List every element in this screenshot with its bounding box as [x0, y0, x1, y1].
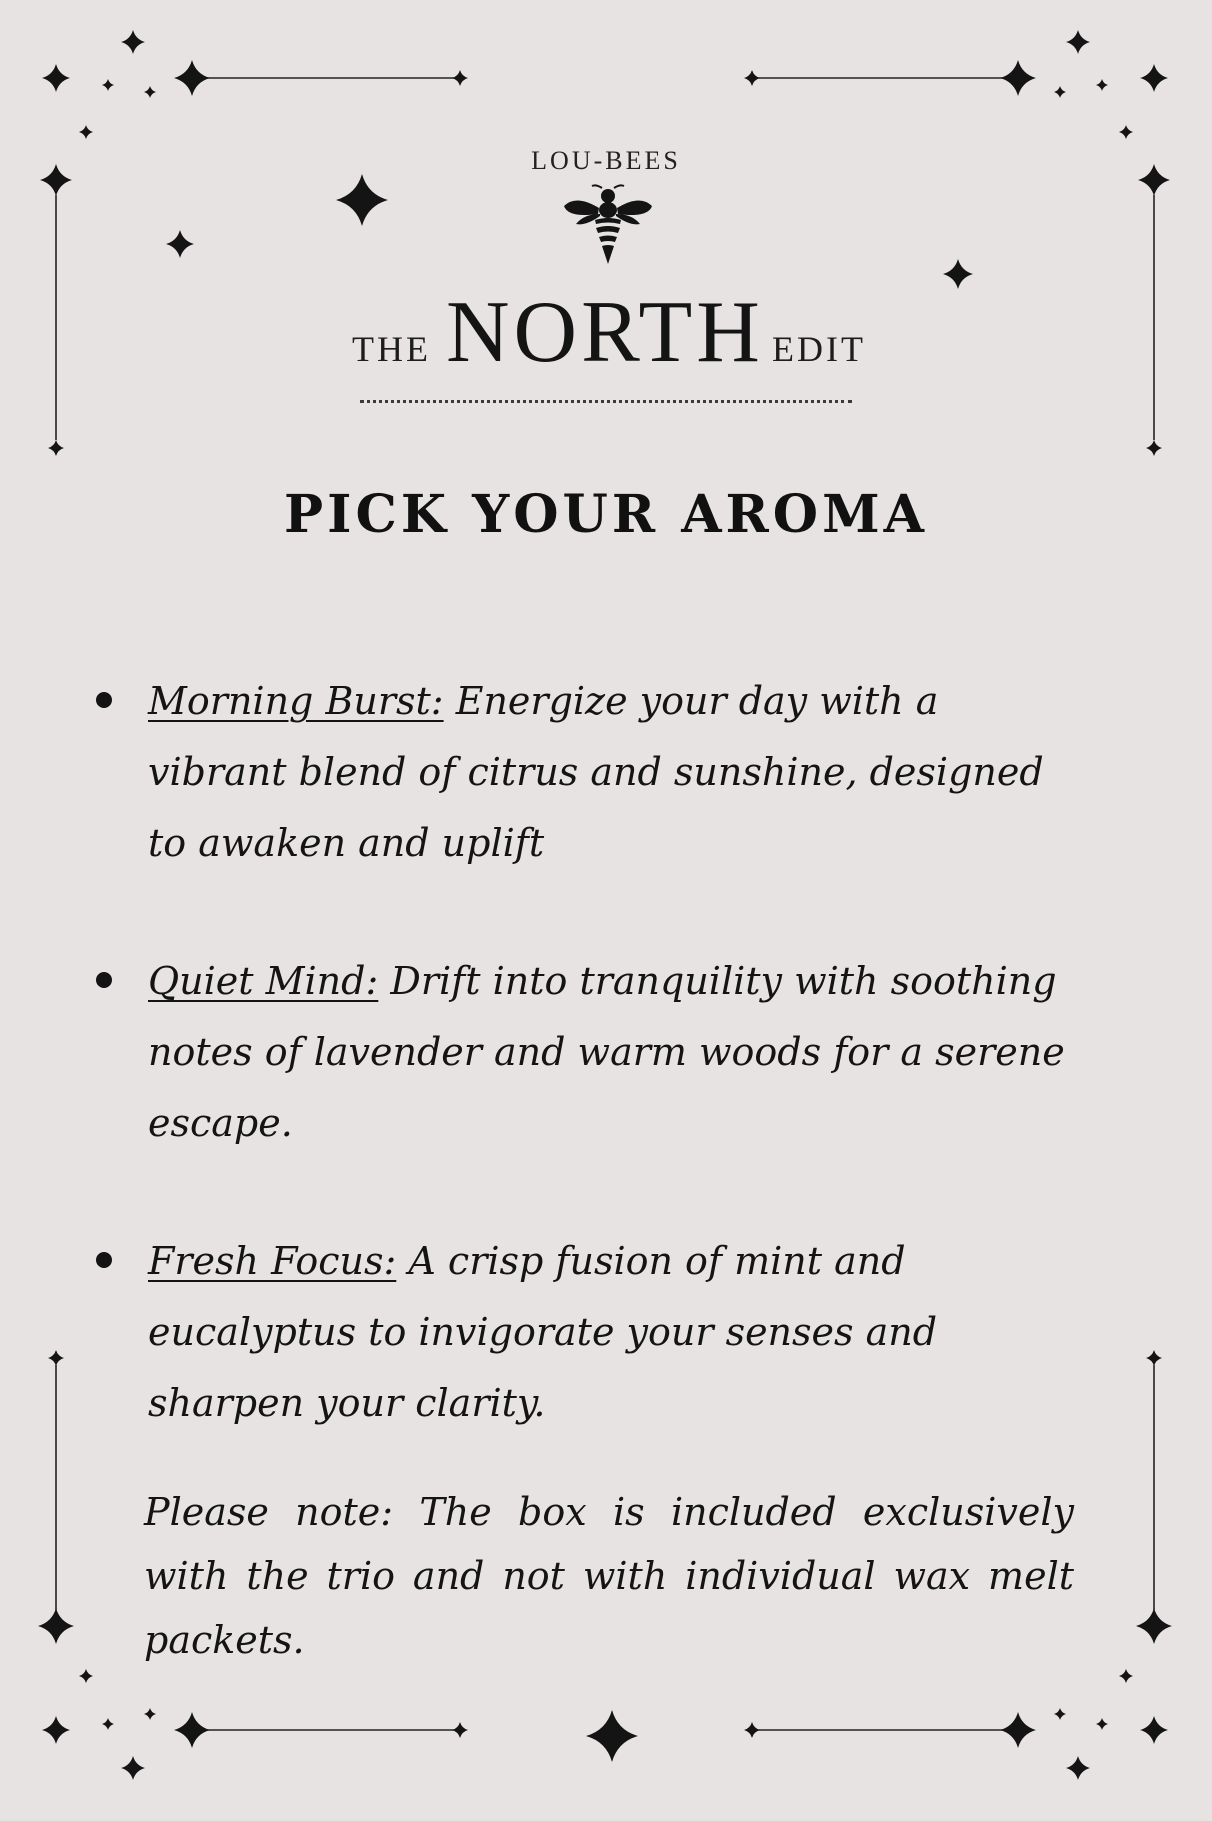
brand-name: LOU-BEES — [531, 146, 681, 175]
bee-icon — [562, 184, 654, 268]
dotted-divider — [360, 400, 852, 403]
aroma-item-fresh-focus — [148, 1226, 1088, 1439]
sparkle-star-icon — [79, 125, 93, 139]
sparkle-star-icon — [174, 1712, 210, 1748]
sparkle-star-icon — [586, 1710, 638, 1762]
sparkle-star-icon — [174, 60, 210, 96]
sparkle-star-icon — [38, 1608, 74, 1644]
sparkle-star-icon — [48, 1350, 64, 1366]
sparkle-star-icon — [121, 30, 145, 54]
sparkle-star-icon — [1146, 440, 1162, 456]
aroma-description: Drift into tranquility with soothing notes of lavender and warm woods for a serene escape. — [148, 959, 1065, 1145]
sparkle-star-icon — [452, 70, 468, 86]
collection-title — [0, 284, 1212, 400]
sparkle-star-icon — [102, 1718, 114, 1730]
page-heading: PICK YOUR AROMA — [284, 484, 928, 545]
sparkle-star-icon — [42, 64, 70, 92]
sparkle-star-icon — [144, 86, 156, 98]
box-note: Please note: The box is included exclusively with the trio and not with individual wax melt packets. — [144, 1490, 1074, 1662]
sparkle-star-icon — [1096, 79, 1108, 91]
sparkle-star-icon — [1096, 1718, 1108, 1730]
aroma-description: Energize your day with a vibrant blend of citrus and sunshine, designed to awaken and uplift — [148, 679, 1044, 865]
sparkle-star-icon — [1146, 1350, 1162, 1366]
sparkle-star-icon — [1066, 30, 1090, 54]
sparkle-star-icon — [166, 230, 194, 258]
sparkle-star-icon — [1119, 125, 1133, 139]
sparkle-star-icon — [744, 70, 760, 86]
title-main: NORTH — [446, 284, 764, 381]
sparkle-star-icon — [1066, 1756, 1090, 1780]
sparkle-star-icon — [1119, 1669, 1133, 1683]
sparkle-star-icon — [1054, 1708, 1066, 1720]
bullet-icon — [96, 972, 112, 988]
bullet-icon — [96, 692, 112, 708]
sparkle-star-icon — [1000, 1712, 1036, 1748]
title-suffix: EDIT — [772, 329, 866, 369]
sparkle-star-icon — [1054, 86, 1066, 98]
aroma-item-quiet-mind — [148, 946, 1088, 1159]
sparkle-star-icon — [102, 79, 114, 91]
sparkle-star-icon — [1140, 64, 1168, 92]
sparkle-star-icon — [1000, 60, 1036, 96]
sparkle-star-icon — [144, 1708, 156, 1720]
sparkle-star-icon — [42, 1716, 70, 1744]
title-prefix: THE — [352, 329, 431, 369]
aroma-name: Fresh Focus: — [148, 1239, 397, 1283]
sparkle-star-icon — [1140, 1716, 1168, 1744]
sparkle-star-icon — [48, 440, 64, 456]
sparkle-star-icon — [79, 1669, 93, 1683]
bullet-icon — [96, 1252, 112, 1268]
aroma-item-morning-burst — [148, 666, 1088, 879]
sparkle-star-icon — [336, 174, 388, 226]
sparkle-star-icon — [744, 1722, 760, 1738]
sparkle-star-icon — [121, 1756, 145, 1780]
aroma-description: A crisp fusion of mint and eucalyptus to invigorate your senses and sharpen your clarity. — [148, 1239, 938, 1425]
sparkle-star-icon — [452, 1722, 468, 1738]
sparkle-star-icon — [1136, 1608, 1172, 1644]
aroma-name: Morning Burst: — [148, 679, 444, 723]
sparkle-star-icon — [943, 259, 973, 289]
aroma-name: Quiet Mind: — [148, 959, 379, 1003]
